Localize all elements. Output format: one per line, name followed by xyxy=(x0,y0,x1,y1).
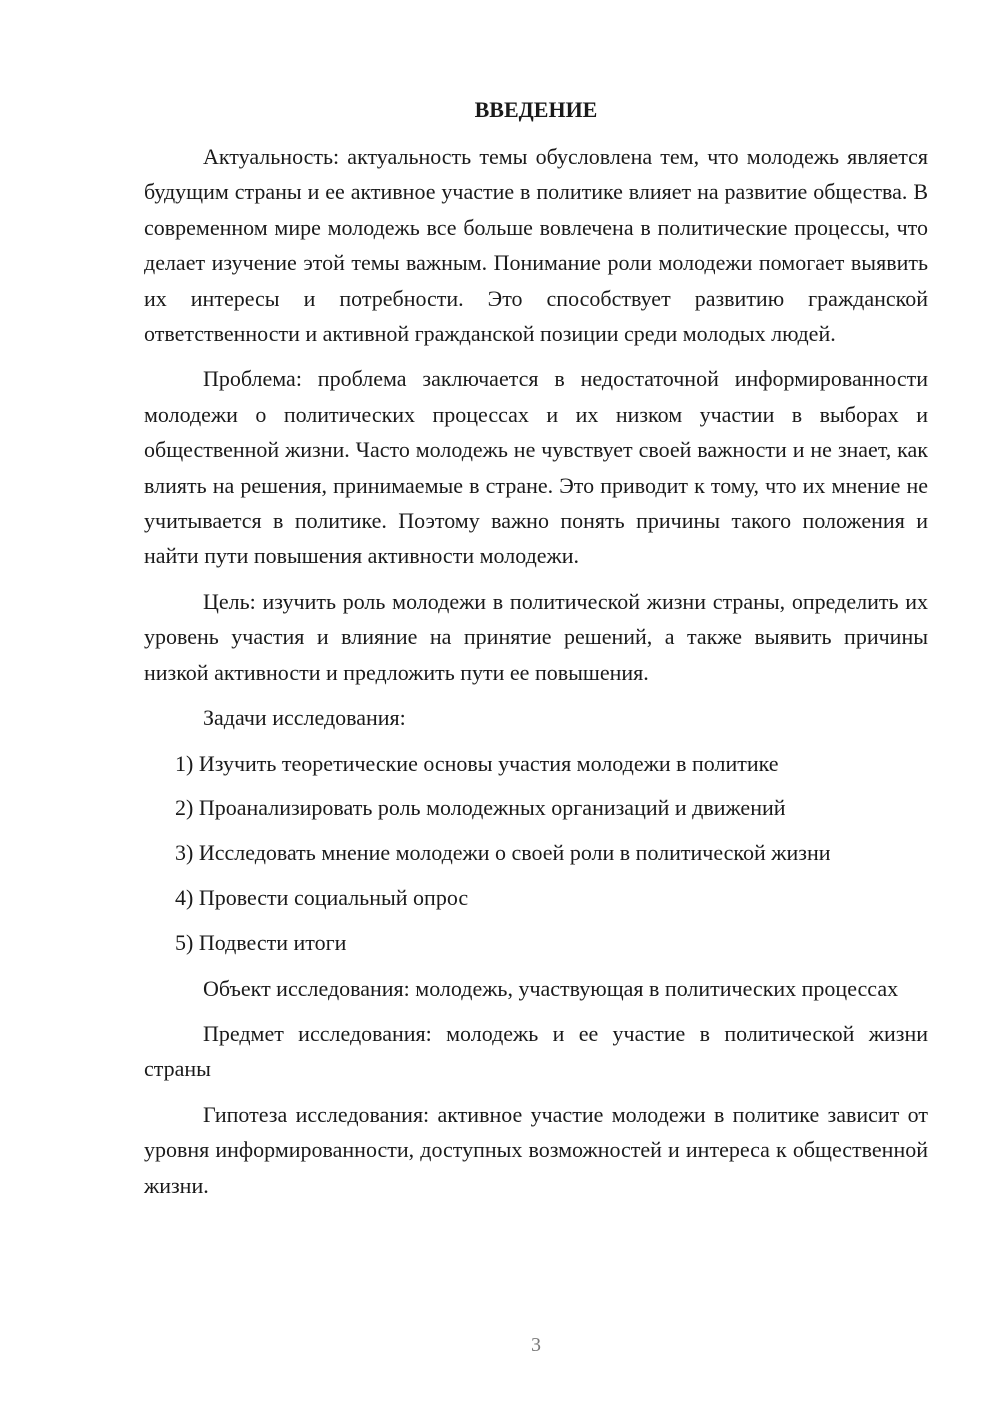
subject-paragraph: Предмет исследования: молодежь и ее участие в политической жизни страны xyxy=(144,1020,928,1082)
task-item: 1) Изучить теоретические основы участия молодежи в политике xyxy=(175,750,779,776)
hypothesis-paragraph: Гипотеза исследования: активное участие молодежи в политике зависит от уровня информированности, доступных возможностей и интереса к общественной жизни. xyxy=(144,1101,928,1198)
goal-paragraph: Цель: изучить роль молодежи в политической жизни страны, определить их уровень участия и влияние на принятие решений, а также выявить причины низкой активности и предложить пути ее повышения. xyxy=(144,588,928,685)
task-item: 2) Проанализировать роль молодежных организаций и движений xyxy=(175,795,786,821)
page-content xyxy=(144,95,928,1213)
page-number: 3 xyxy=(531,1334,541,1356)
relevance-paragraph: Актуальность: актуальность темы обусловлена тем, что молодежь является будущим страны и ее активное участие в политике влияет на развитие общества. В современном мире молодежь все больше вовлечена в политические процессы, что делает изучение этой темы важным. Понимание роли молодежи помогает выявить их интересы и потребности. Это способствует развитию гражданской ответственности и активной гражданской позиции среди молодых людей. xyxy=(144,144,928,347)
page-title: ВВЕДЕНИЕ xyxy=(474,97,598,122)
problem-paragraph: Проблема: проблема заключается в недостаточной информированности молодежи о политических процессах и их низком участии в выборах и общественной жизни. Часто молодежь не чувствует своей важности и не знает, как влиять на решения, принимаемые в стране. Это приводит к тому, что их мнение не учитывается в политике. Поэтому важно понять причины такого положения и найти пути повышения активности молодежи. xyxy=(144,366,928,569)
object-paragraph: Объект исследования: молодежь, участвующая в политических процессах xyxy=(203,975,899,1001)
task-item: 4) Провести социальный опрос xyxy=(175,885,469,911)
tasks-heading: Задачи исследования: xyxy=(203,705,406,731)
task-item: 5) Подвести итоги xyxy=(175,930,347,956)
task-item: 3) Исследовать мнение молодежи о своей роли в политической жизни xyxy=(175,840,831,866)
tasks-list xyxy=(144,746,928,961)
